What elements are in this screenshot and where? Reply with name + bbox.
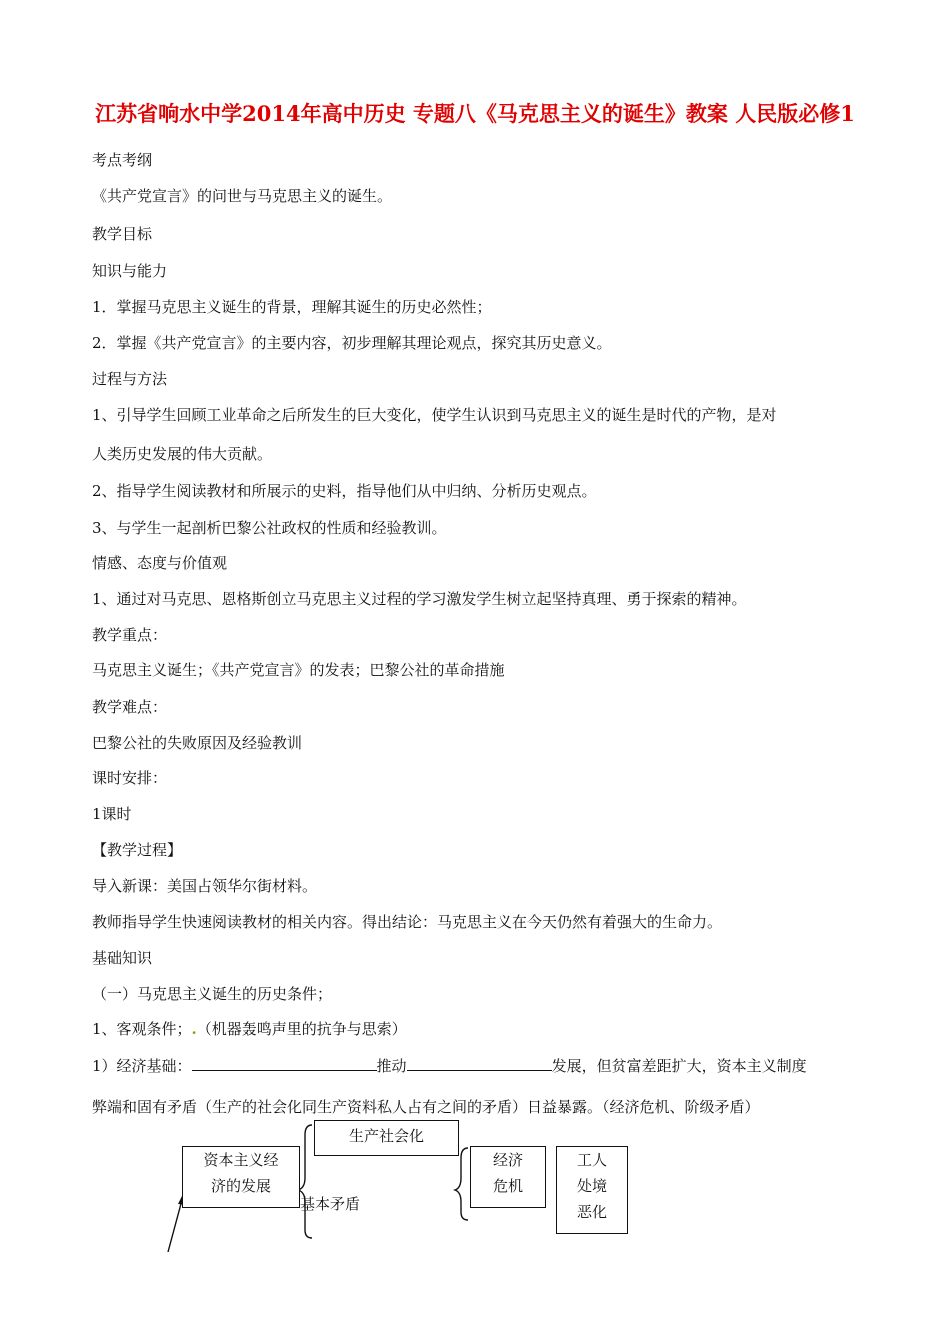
guide-text: 教师指导学生快速阅读教材的相关内容。得出结论：马克思主义在今天仍然有着强大的生命力。 xyxy=(92,913,723,931)
box-capitalist-development xyxy=(182,1146,300,1208)
process-item-2: 2、指导学生阅读教材和所展示的史料，指导他们从中归纳、分析历史观点。 xyxy=(92,482,597,500)
box-economic-crisis xyxy=(470,1146,546,1208)
brace-left xyxy=(298,1125,312,1238)
heading-process-method: 过程与方法 xyxy=(92,370,168,388)
schedule-text: 1课时 xyxy=(92,805,132,823)
box-capitalist-line-2: 济的发展 xyxy=(210,1177,271,1195)
box-social-production-label: 生产社会化 xyxy=(348,1127,424,1145)
dot-mark: . xyxy=(191,1020,197,1038)
economic-basis-label: 1）经济基础： xyxy=(92,1057,192,1075)
heading-key-points: 教学重点： xyxy=(92,626,168,644)
label-basic-contradiction: 基本矛盾 xyxy=(300,1195,361,1213)
box-workers-line-3: 恶化 xyxy=(576,1203,607,1221)
box-capitalist-line-1: 资本主义经 xyxy=(203,1151,279,1169)
goal-item-1: 1．掌握马克思主义诞生的背景，理解其诞生的历史必然性； xyxy=(92,298,492,316)
box-workers-situation xyxy=(556,1146,628,1234)
box-crisis-line-1: 经济 xyxy=(492,1151,523,1169)
key-points-text: 马克思主义诞生；《共产党宣言》的发表；巴黎公社的革命措施 xyxy=(92,661,505,679)
arrow-line xyxy=(168,1200,182,1252)
economic-basis-cont: 弊端和固有矛盾（生产的社会化同生产资料私人占有之间的矛盾）日益暴露。（经济危机、阶级矛盾） xyxy=(92,1098,760,1116)
heading-schedule: 课时安排： xyxy=(92,769,168,787)
heading-teaching-process: 【教学过程】 xyxy=(92,841,183,859)
process-item-1-cont: 人类历史发展的伟大贡献。 xyxy=(92,445,273,463)
heading-basic-knowledge: 基础知识 xyxy=(92,949,153,967)
box-social-production xyxy=(314,1120,459,1156)
heading-exam-outline: 考点考纲 xyxy=(92,151,153,169)
section-historical-conditions: （一）马克思主义诞生的历史条件； xyxy=(92,985,333,1003)
process-item-3: 3、与学生一起剖析巴黎公社政权的性质和经验教训。 xyxy=(92,519,447,537)
exam-outline-text: 《共产党宣言》的问世与马克思主义的诞生。 xyxy=(92,187,393,205)
box-workers-line-1: 工人 xyxy=(576,1151,607,1169)
heading-teaching-goals: 教学目标 xyxy=(92,225,153,243)
difficulties-text: 巴黎公社的失败原因及经验教训 xyxy=(92,734,303,752)
intro-text: 导入新课：美国占领华尔街材料。 xyxy=(92,877,318,895)
heading-knowledge-ability: 知识与能力 xyxy=(92,262,168,280)
goal-item-2: 2．掌握《共产党宣言》的主要内容，初步理解其理论观点，探究其历史意义。 xyxy=(92,334,612,352)
heading-difficulties: 教学难点： xyxy=(92,698,168,716)
brace-right xyxy=(455,1148,468,1220)
economic-basis-push: 推动 xyxy=(376,1057,407,1075)
economic-basis-rest: 发展，但贫富差距扩大，资本主义制度 xyxy=(551,1057,807,1075)
process-item-1: 1、引导学生回顾工业革命之后所发生的巨大变化，使学生认识到马克思主义的诞生是时代的产物，是对 xyxy=(92,406,777,424)
emotion-item-1: 1、通过对马克思、恩格斯创立马克思主义过程的学习激发学生树立起坚持真理、勇于探索的精神。 xyxy=(92,590,747,608)
objective-conditions-label: 1、客观条件； xyxy=(92,1020,192,1038)
box-workers-line-2: 处境 xyxy=(576,1177,607,1195)
box-crisis-line-2: 危机 xyxy=(492,1177,523,1195)
objective-conditions-note: （机器轰鸣声里的抗争与思索） xyxy=(196,1020,407,1038)
document-title: 江苏省响水中学2014年高中历史 专题八《马克思主义的诞生》教案 人民版必修1 xyxy=(95,101,855,126)
heading-emotion-values: 情感、态度与价值观 xyxy=(92,554,228,572)
